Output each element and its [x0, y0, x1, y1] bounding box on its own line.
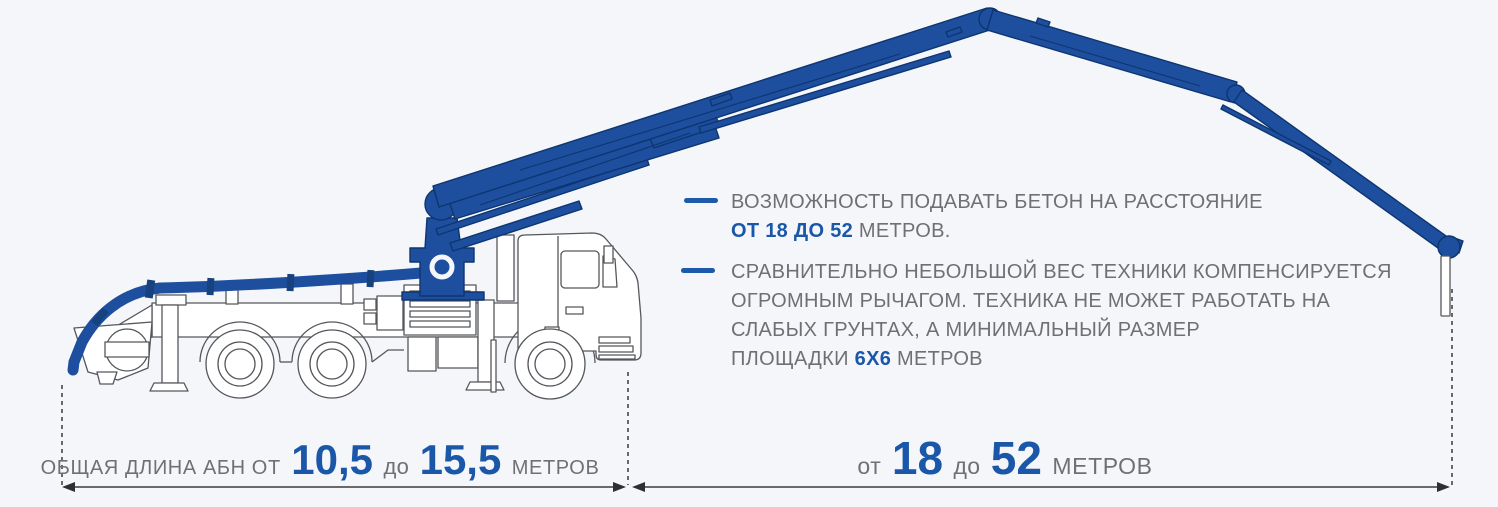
feature-1-suffix: МЕТРОВ.	[853, 220, 951, 242]
feature-1-line-2	[731, 217, 1263, 246]
boom-section-2	[987, 10, 1237, 102]
feature-1-text	[731, 188, 1263, 246]
door-handle	[566, 307, 583, 314]
feature-2-line-2: ОГРОМНЫМ РЫЧАГОМ. ТЕХНИКА НЕ МОЖЕТ РАБОТАТЬ НА	[731, 290, 1331, 312]
mudflap	[491, 340, 496, 392]
feature-2-line-3: СЛАБЫХ ГРУНТАХ, А МИНИМАЛЬНЫЙ РАЗМЕР	[731, 319, 1201, 341]
pipe-stand	[341, 284, 353, 304]
boom-reach-suffix: МЕТРОВ	[1052, 453, 1153, 479]
feature-2-text	[731, 258, 1392, 374]
bullet-dash-icon	[684, 198, 718, 203]
feature-2-line-4	[731, 345, 1392, 374]
feature-1-highlight: ОТ 18 ДО 52	[731, 220, 854, 242]
truck-length-prefix: ОБЩАЯ ДЛИНА АБН ОТ	[40, 457, 281, 479]
feature-1-line-1: ВОЗМОЖНОСТЬ ПОДАВАТЬ БЕТОН НА РАССТОЯНИЕ	[731, 191, 1263, 213]
cab-door-window	[561, 251, 599, 288]
feature-2-prefix: ПЛОЩАДКИ	[731, 348, 855, 370]
truck-illustration	[74, 233, 641, 399]
truck-length-label	[40, 436, 600, 483]
end-hose	[1441, 256, 1450, 316]
boom-reach-label	[857, 432, 1153, 484]
feature-2-highlight: 6Х6	[854, 348, 892, 370]
truck-wheels	[206, 329, 585, 399]
bullet-dash-icon	[681, 268, 715, 273]
grille-bar	[599, 337, 630, 343]
truck-length-suffix: МЕТРОВ	[511, 457, 600, 479]
boom-tip-joint	[1438, 236, 1460, 258]
feature-2-line-1: СРАВНИТЕЛЬНО НЕБОЛЬШОЙ ВЕС ТЕХНИКИ КОМПЕНСИРУЕТСЯ	[731, 261, 1392, 283]
tool-boxes	[408, 337, 478, 371]
truck-length-max: 15,5	[419, 436, 502, 483]
exhaust-stack	[497, 235, 514, 301]
truck-length-min: 10,5	[291, 436, 373, 483]
boom-reach-max: 52	[990, 432, 1042, 484]
truck-length-connector: до	[383, 454, 410, 479]
grille-bar	[599, 346, 633, 352]
grille-bar	[599, 355, 635, 359]
boom-reach-prefix: от	[857, 453, 882, 479]
boom-reach-connector: до	[953, 453, 981, 479]
cab-mirror	[604, 246, 613, 263]
feature-2-suffix: МЕТРОВ	[891, 348, 983, 370]
boom-reach-min: 18	[891, 432, 944, 484]
